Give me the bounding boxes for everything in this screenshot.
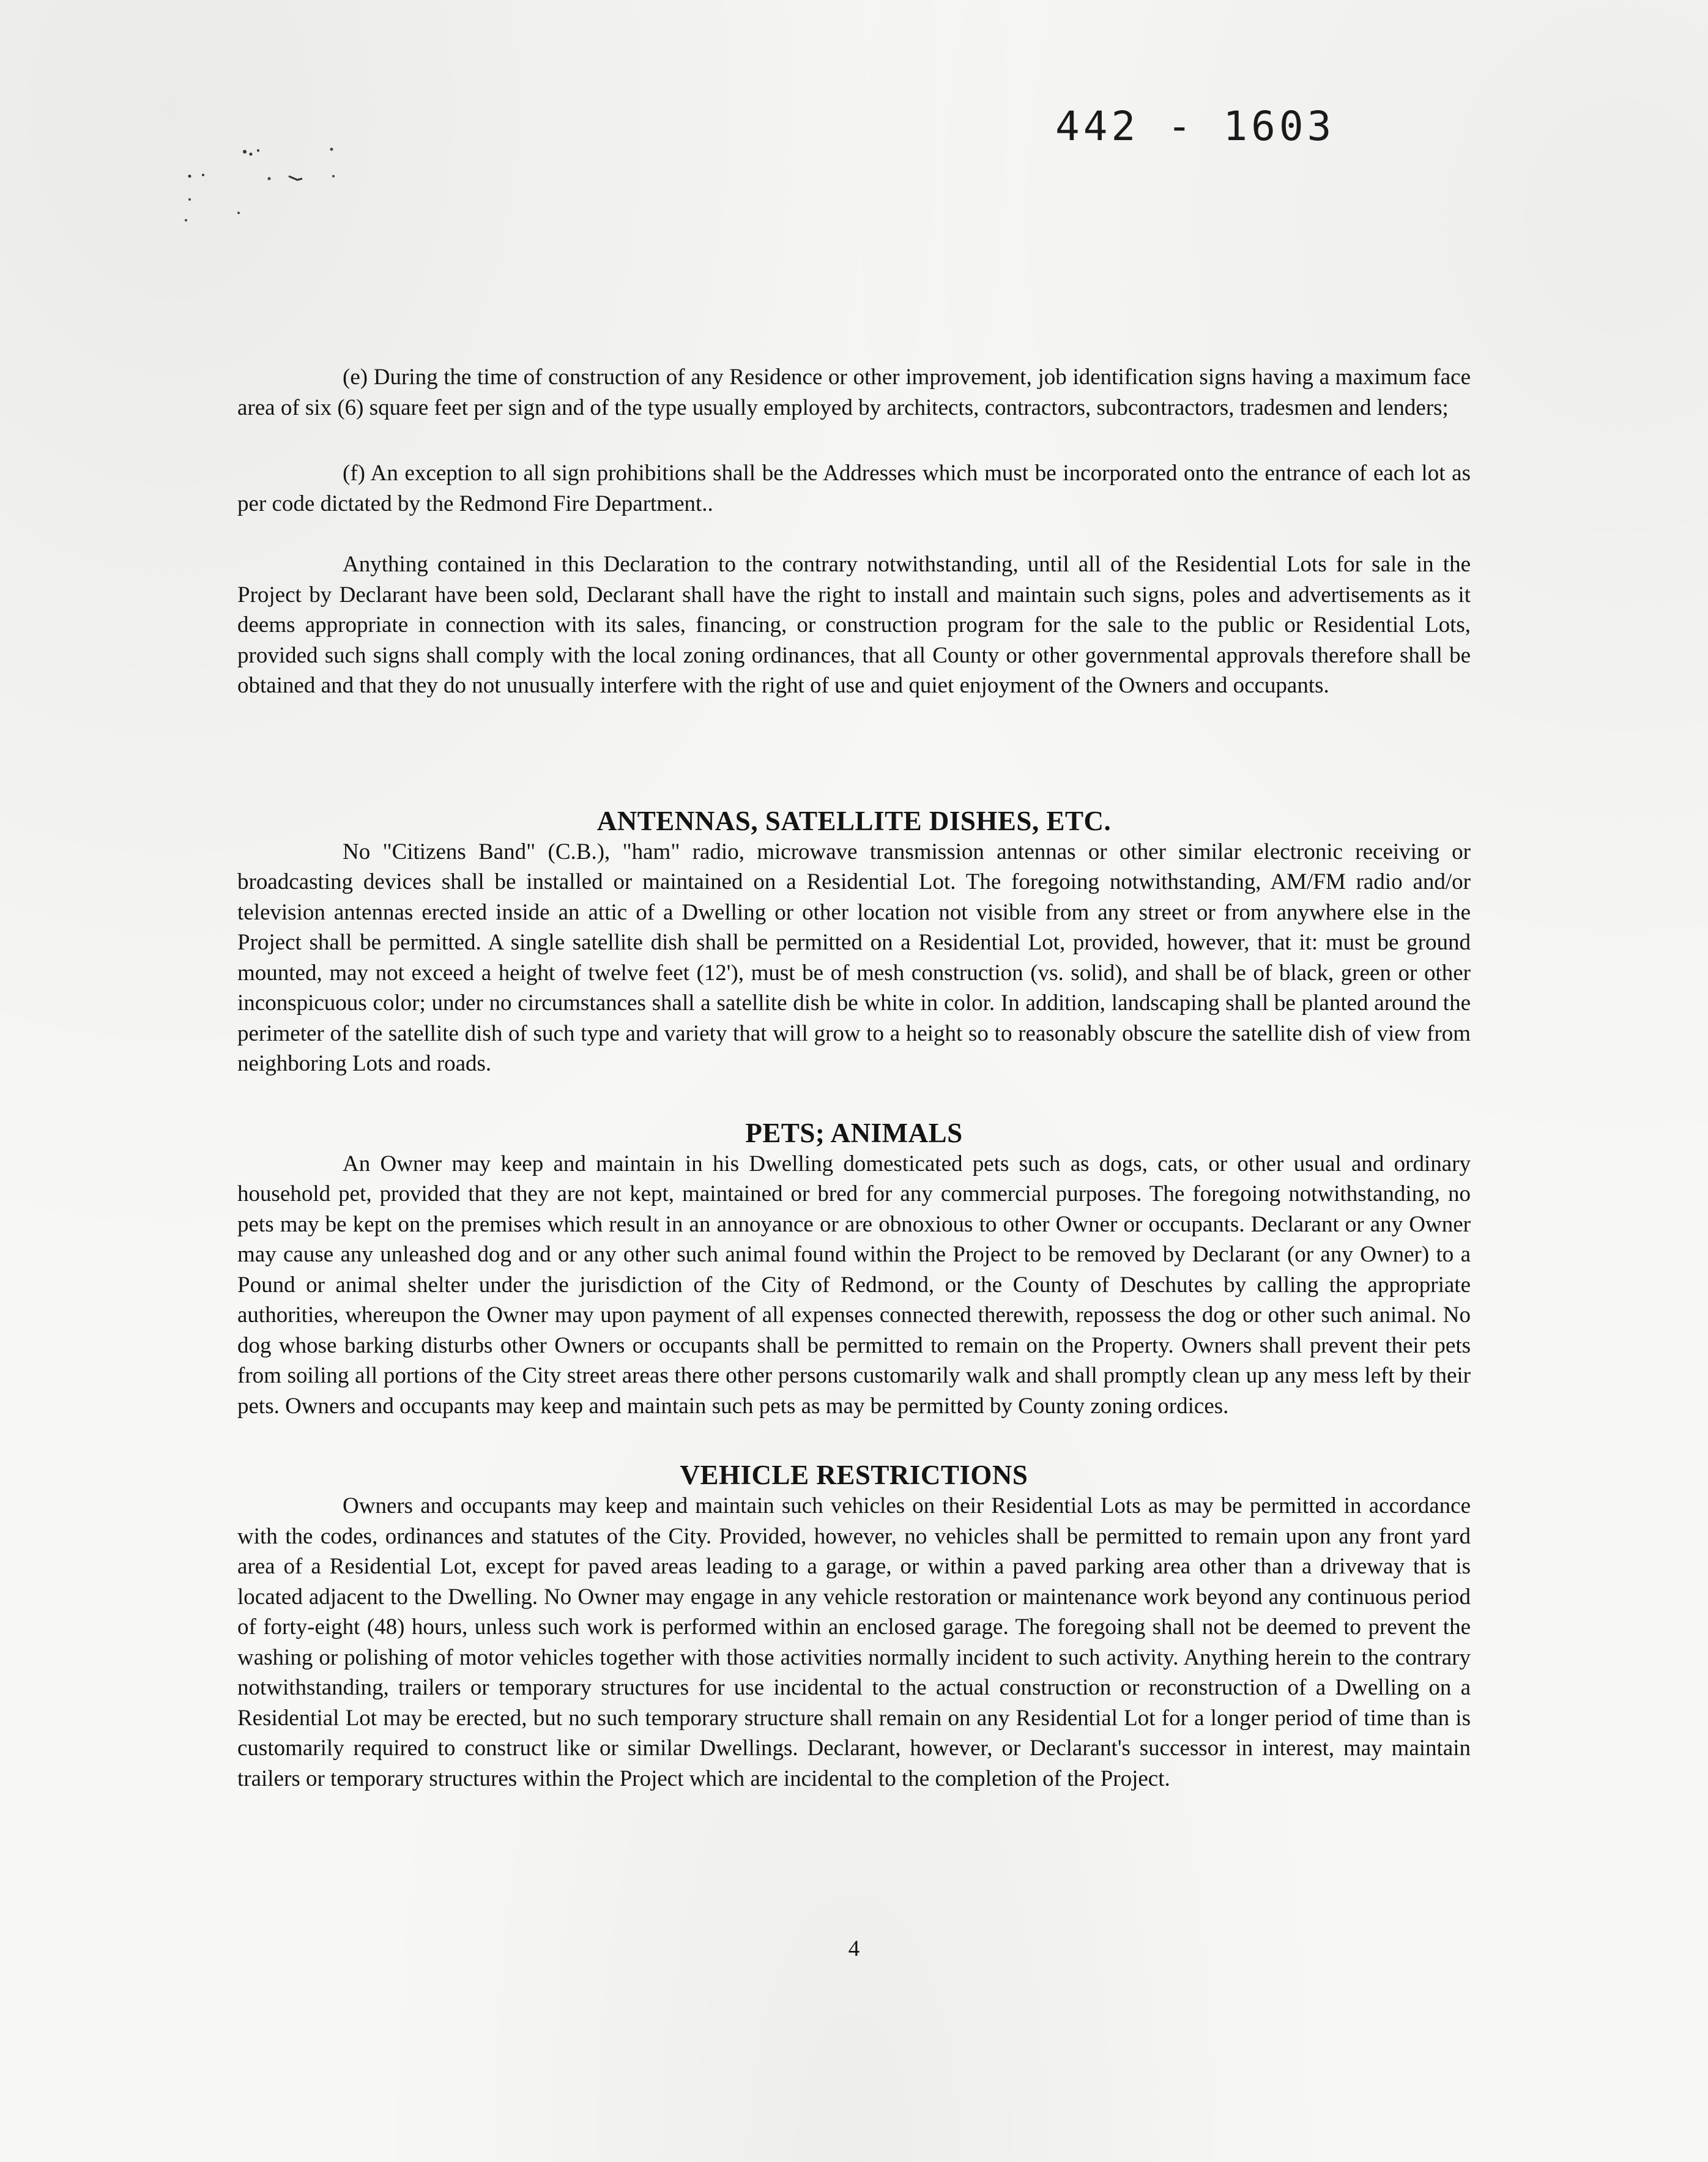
document-body: [237, 362, 1471, 1794]
paragraph-e: (e) During the time of construction of any Residence or other improvement, job identification signs having a maximum face area of six (6) square feet per sign and of the type usually employed by architects, contractors, subcontractors, tradesmen and lenders;: [237, 365, 1471, 420]
heading-vehicles: VEHICLE RESTRICTIONS: [680, 1460, 1028, 1490]
heading-antennas: ANTENNAS, SATELLITE DISHES, ETC.: [596, 805, 1112, 836]
recording-number: 442 - 1603: [1055, 103, 1335, 150]
page-number: 4: [848, 1936, 860, 1961]
paragraph-vehicles: Owners and occupants may keep and maintain such vehicles on their Residential Lots as may be permitted in accordance with the codes, ordinances and statutes of the City. Provided, however, no vehicles shall be permitted to remain upon any front yard area of a Residential Lot, except for paved areas leading to a garage, or within a paved parking area other than a driveway that is located adjacent to the Dwelling. No Owner may engage in any vehicle restoration or maintenance work beyond any continuous period of forty-eight (48) hours, unless such work is performed within an enclosed garage. The foregoing shall not be deemed to prevent the washing or polishing of motor vehicles together with those activities normally incident to such activity. Anything herein to the contrary notwithstanding, trailers or temporary structures for use incidental to the actual construction or reconstruction of a Dwelling on a Residential Lot may be erected, but no such temporary structure shall remain on any Residential Lot for a longer period of time than is customarily required to construct like or similar Dwellings. Declarant, however, or Declarant's successor in interest, may maintain trailers or temporary structures within the Project which are incidental to the completion of the Project.: [237, 1493, 1471, 1791]
scan-specks: [153, 141, 410, 245]
paragraph-signs-declarant: Anything contained in this Declaration to the contrary notwithstanding, until all of the Residential Lots for sale in the Project by Declarant have been sold, Declarant shall have the right to install and maintain such signs, poles and advertisements as it deems appropriate in connection with its sales, financing, or construction program for the sale to the public or Residential Lots, provided such signs shall comply with the local zoning ordinances, that all County or other governmental approvals therefore shall be obtained and that they do not unusually interfere with the right of use and quiet enjoyment of the Owners and occupants.: [237, 552, 1471, 698]
paragraph-antennas: No "Citizens Band" (C.B.), "ham" radio, microwave transmission antennas or other similar electronic receiving or broadcasting devices shall be installed or maintained on a Residential Lot. The foregoing notwithstanding, AM/FM radio and/or television antennas erected inside an attic of a Dwelling or other location not visible from any street or from anywhere else in the Project shall be permitted. A single satellite dish shall be permitted on a Residential Lot, provided, however, that it: must be ground mounted, may not exceed a height of twelve feet (12'), must be of mesh construction (vs. solid), and shall be of black, green or other inconspicuous color; under no circumstances shall a satellite dish be white in color. In addition, landscaping shall be planted around the perimeter of the satellite dish of such type and variety that will grow to a height so to reasonably obscure the satellite dish of view from neighboring Lots and roads.: [237, 839, 1471, 1076]
heading-pets: PETS; ANIMALS: [745, 1117, 963, 1148]
paragraph-pets: An Owner may keep and maintain in his Dwelling domesticated pets such as dogs, cats, or other usual and ordinary household pet, provided that they are not kept, maintained or bred for any commercial purposes. The foregoing notwithstanding, no pets may be kept on the premises which result in an annoyance or are obnoxious to other Owner or occupants. Declarant or any Owner may cause any unleashed dog and or any other such animal found within the Project to be removed by Declarant (or any Owner) to a Pound or animal shelter under the jurisdiction of the City of Redmond, or the County of Deschutes by calling the appropriate authorities, whereupon the Owner may upon payment of all expenses connected therewith, repossess the dog or other such animal. No dog whose barking disturbs other Owners or occupants shall be permitted to remain on the Property. Owners shall prevent their pets from soiling all portions of the City street areas there other persons customarily walk and shall promptly clean up any mess left by their pets. Owners and occupants may keep and maintain such pets as may be permitted by County zoning ordices.: [237, 1151, 1471, 1419]
paragraph-f: (f) An exception to all sign prohibitions shall be the Addresses which must be incorporated onto the entrance of each lot as per code dictated by the Redmond Fire Department..: [237, 461, 1471, 516]
